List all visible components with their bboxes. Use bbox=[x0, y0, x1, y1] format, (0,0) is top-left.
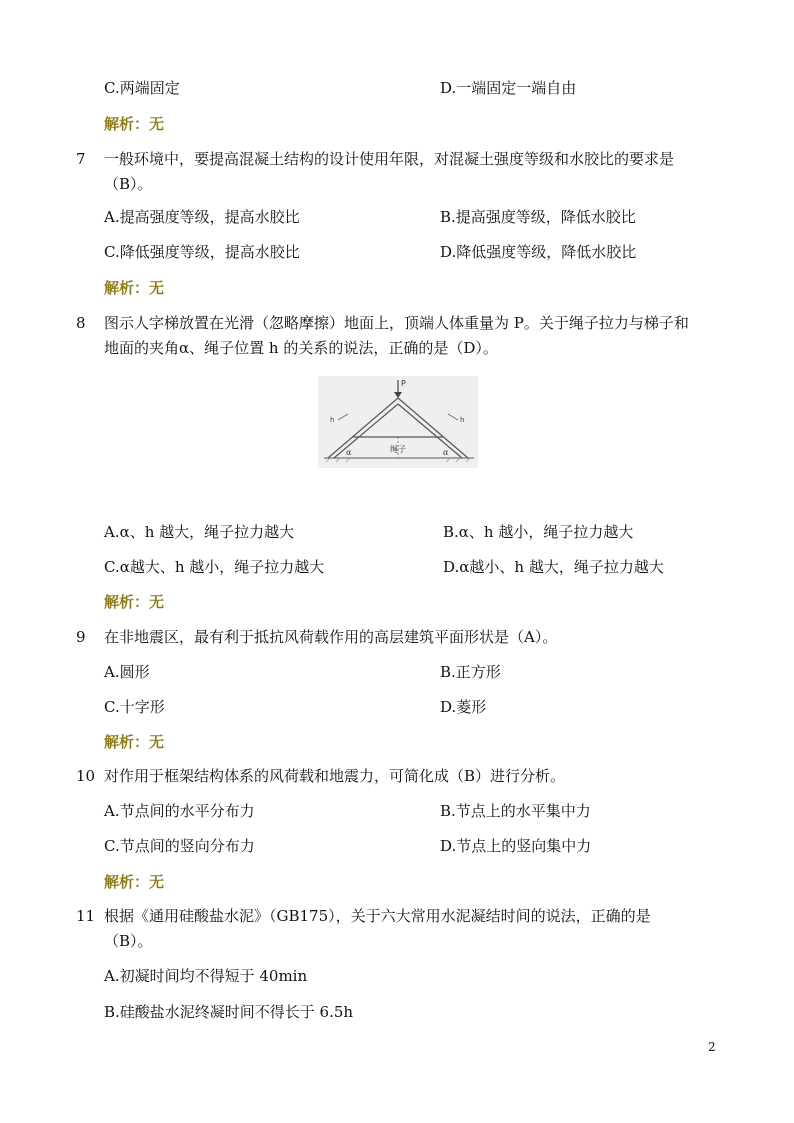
question-stem: 图示人字梯放置在光滑（忽略摩擦）地面上，顶端人体重量为 P。关于绳子拉力与梯子和 bbox=[104, 314, 689, 332]
question-stem-cont: 地面的夹角α、绳子位置 h 的关系的说法，正确的是（D）。 bbox=[104, 339, 498, 357]
option-d: D.节点上的竖向集中力 bbox=[440, 837, 592, 855]
option-d: D.α越小、h 越大，绳子拉力越大 bbox=[443, 558, 664, 576]
question-stem-cont: （B）。 bbox=[104, 932, 153, 950]
h-label-left: h bbox=[330, 416, 335, 424]
option-d: D.菱形 bbox=[440, 698, 487, 716]
option-d: D.降低强度等级，降低水胶比 bbox=[440, 243, 637, 261]
option-a: A.初凝时间均不得短于 40min bbox=[104, 967, 308, 985]
ladder-figure bbox=[318, 376, 478, 468]
rope-label: 绳子 bbox=[390, 445, 406, 454]
option-b: B.节点上的水平集中力 bbox=[440, 802, 591, 820]
question-number: 10 bbox=[76, 767, 96, 785]
option-a: A.提高强度等级，提高水胶比 bbox=[104, 208, 300, 226]
h-label-right: h bbox=[460, 416, 465, 424]
option-b: B.α、h 越小，绳子拉力越大 bbox=[443, 523, 634, 541]
analysis-text: 解析：无 bbox=[104, 593, 165, 611]
question-number: 11 bbox=[76, 907, 96, 925]
analysis-text: 解析：无 bbox=[104, 279, 165, 297]
question-stem: 一般环境中，要提高混凝土结构的设计使用年限，对混凝土强度等级和水胶比的要求是 bbox=[104, 150, 675, 168]
question-stem: 在非地震区，最有利于抵抗风荷载作用的高层建筑平面形状是（A）。 bbox=[104, 628, 558, 646]
option-c: C.十字形 bbox=[104, 698, 165, 716]
question-number: 9 bbox=[76, 628, 86, 646]
page-number: 2 bbox=[708, 1040, 716, 1054]
analysis-text: 解析：无 bbox=[104, 115, 165, 133]
option-c: C.降低强度等级，提高水胶比 bbox=[104, 243, 300, 261]
question-number: 7 bbox=[76, 150, 86, 168]
load-label: P bbox=[401, 379, 406, 388]
question-number: 8 bbox=[76, 314, 86, 332]
option-c: C.两端固定 bbox=[104, 79, 180, 97]
analysis-text: 解析：无 bbox=[104, 873, 165, 891]
option-a: A.圆形 bbox=[104, 663, 150, 681]
analysis-text: 解析：无 bbox=[104, 733, 165, 751]
option-a: A.节点间的水平分布力 bbox=[104, 802, 255, 820]
question-stem-cont: （B）。 bbox=[104, 175, 153, 193]
angle-label-right: α bbox=[443, 448, 449, 457]
option-d: D.一端固定一端自由 bbox=[440, 79, 577, 97]
option-c: C.α越大、h 越小，绳子拉力越大 bbox=[104, 558, 325, 576]
option-b: B.正方形 bbox=[440, 663, 501, 681]
option-b: B.提高强度等级，降低水胶比 bbox=[440, 208, 636, 226]
option-a: A.α、h 越大，绳子拉力越大 bbox=[104, 523, 295, 541]
option-c: C.节点间的竖向分布力 bbox=[104, 837, 255, 855]
angle-label-left: α bbox=[346, 448, 352, 457]
option-b: B.硅酸盐水泥终凝时间不得长于 6.5h bbox=[104, 1003, 354, 1021]
question-stem: 对作用于框架结构体系的风荷载和地震力，可简化成（B）进行分析。 bbox=[104, 767, 566, 785]
question-stem: 根据《通用硅酸盐水泥》（GB175），关于六大常用水泥凝结时间的说法，正确的是 bbox=[104, 907, 651, 925]
